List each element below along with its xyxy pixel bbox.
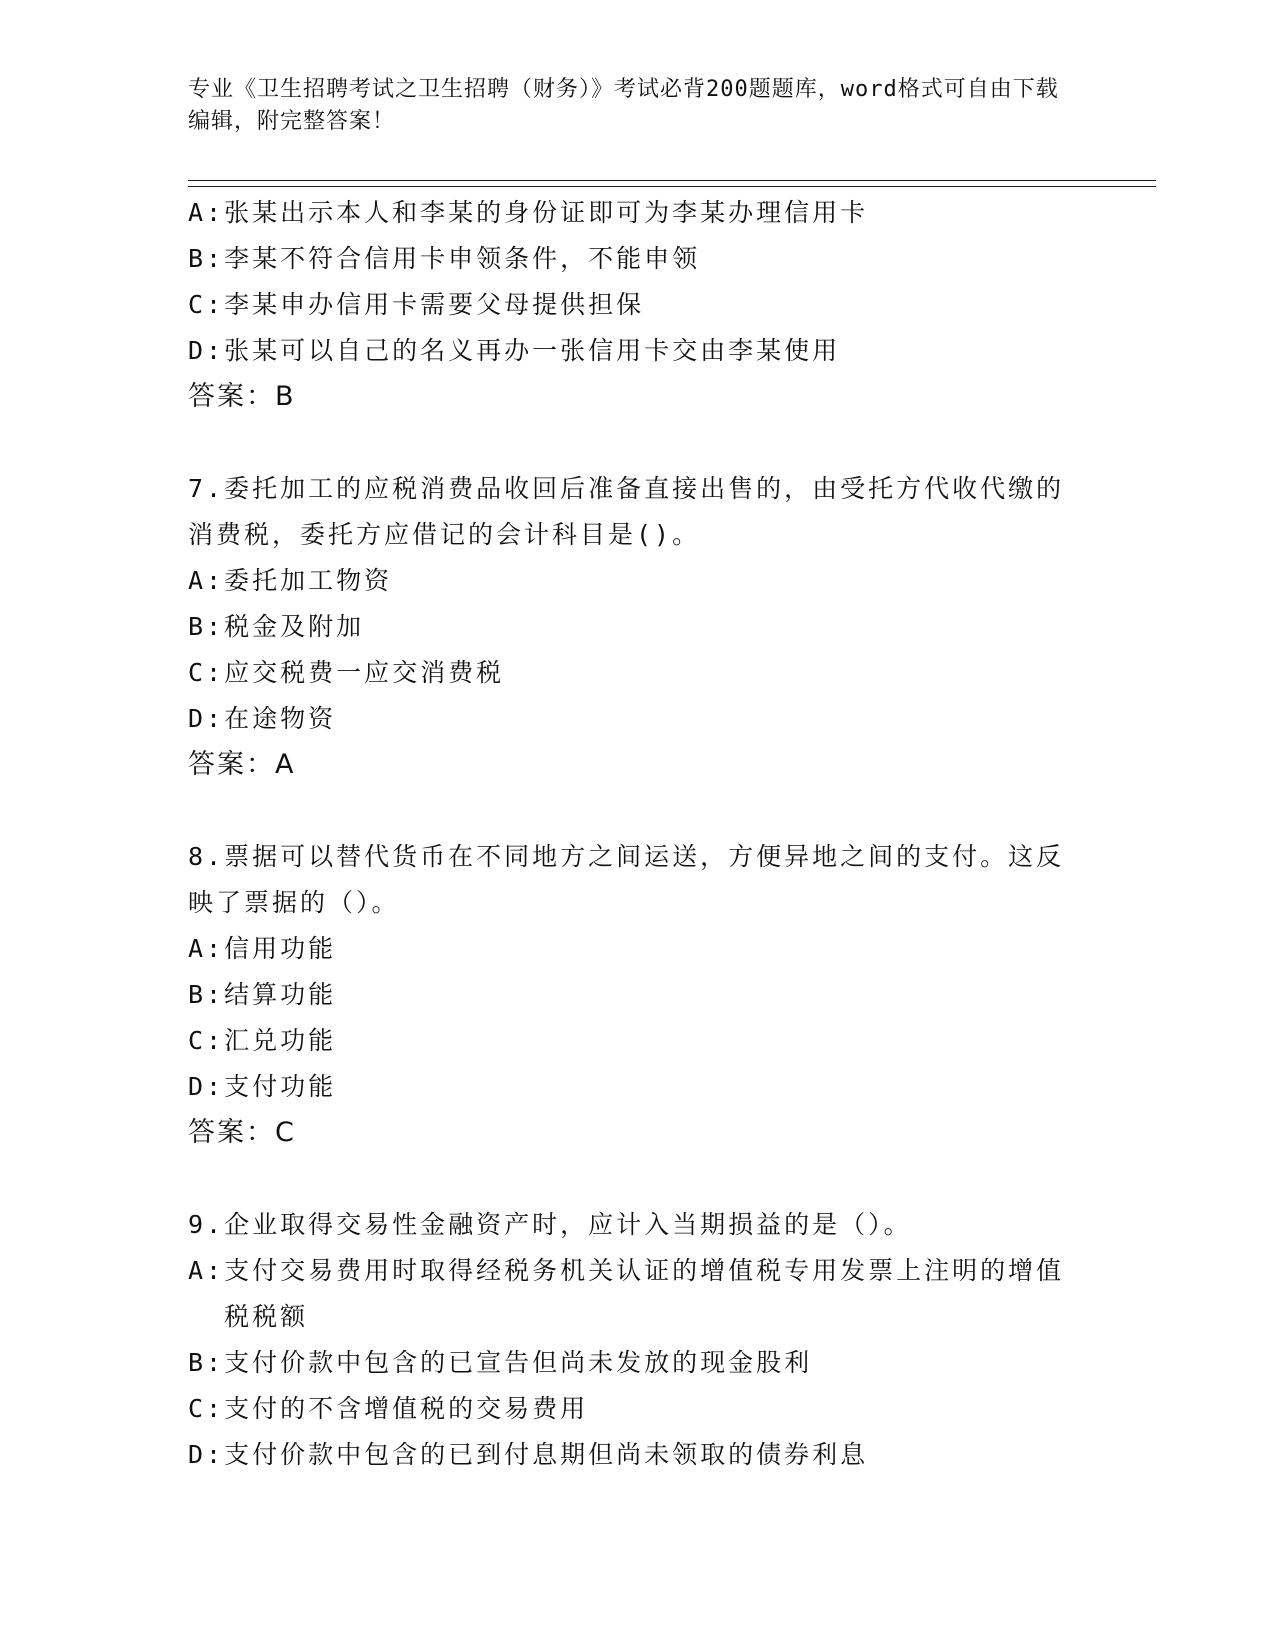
option-c xyxy=(188,282,1088,328)
option-letter: D: xyxy=(188,336,225,365)
option-text: 信用功能 xyxy=(224,934,337,963)
option-text: 在途物资 xyxy=(224,704,337,733)
option-text: 委托加工物资 xyxy=(224,566,393,595)
question-9 xyxy=(188,1202,1088,1478)
header-divider-bottom xyxy=(188,186,1156,187)
option-text: 支付交易费用时取得经税务机关认证的增值税专用发票上注明的增值税税额 xyxy=(224,1256,1065,1331)
option-letter: B: xyxy=(188,244,225,273)
option-text: 李某不符合信用卡申领条件，不能申领 xyxy=(224,244,701,273)
option-text: 税金及附加 xyxy=(224,612,365,641)
option-letter: C: xyxy=(188,1394,225,1423)
option-a xyxy=(188,1248,1088,1340)
option-text: 张某出示本人和李某的身份证即可为李某办理信用卡 xyxy=(224,198,869,227)
option-d xyxy=(188,1432,1088,1478)
option-text: 李某申办信用卡需要父母提供担保 xyxy=(224,290,645,319)
question-stem: 8.票据可以替代货币在不同地方之间运送，方便异地之间的支付。这反映了票据的（）。 xyxy=(188,842,1065,917)
answer-line: 答案：C xyxy=(188,1117,296,1148)
option-text: 汇兑功能 xyxy=(224,1026,337,1055)
option-text: 支付价款中包含的已到付息期但尚未领取的债券利息 xyxy=(224,1440,869,1469)
question-8 xyxy=(188,834,1088,1156)
option-letter: B: xyxy=(188,980,225,1009)
option-b xyxy=(188,972,1088,1018)
answer-line: 答案：A xyxy=(188,749,296,780)
option-text: 结算功能 xyxy=(224,980,337,1009)
option-letter: A: xyxy=(188,566,225,595)
option-letter: B: xyxy=(188,1348,225,1377)
question-stem: 9.企业取得交易性金融资产时，应计入当期损益的是（）。 xyxy=(188,1210,912,1239)
option-text: 张某可以自己的名义再办一张信用卡交由李某使用 xyxy=(224,336,841,365)
header-divider-top xyxy=(188,180,1156,181)
option-letter: A: xyxy=(188,1256,225,1285)
option-c xyxy=(188,1018,1088,1064)
option-c xyxy=(188,650,1088,696)
question-7 xyxy=(188,466,1088,788)
option-letter: D: xyxy=(188,1440,225,1469)
question-content xyxy=(188,190,1088,1478)
option-d xyxy=(188,328,1088,374)
option-b xyxy=(188,604,1088,650)
option-b xyxy=(188,1340,1088,1386)
option-b xyxy=(188,236,1088,282)
option-d xyxy=(188,1064,1088,1110)
option-text: 支付价款中包含的已宣告但尚未发放的现金股利 xyxy=(224,1348,813,1377)
option-a xyxy=(188,926,1088,972)
option-letter: B: xyxy=(188,612,225,641)
option-d xyxy=(188,696,1088,742)
answer-line: 答案：B xyxy=(188,381,296,412)
option-letter: D: xyxy=(188,1072,225,1101)
option-a xyxy=(188,190,1088,236)
option-letter: C: xyxy=(188,290,225,319)
option-a xyxy=(188,558,1088,604)
option-c xyxy=(188,1386,1088,1432)
option-letter: A: xyxy=(188,198,225,227)
option-text: 支付的不含增值税的交易费用 xyxy=(224,1394,589,1423)
option-text: 应交税费一应交消费税 xyxy=(224,658,505,687)
question-stem: 7.委托加工的应税消费品收回后准备直接出售的，由受托方代收代缴的消费税，委托方应借记的会计科目是()。 xyxy=(188,474,1065,549)
option-letter: A: xyxy=(188,934,225,963)
question-6-partial xyxy=(188,190,1088,420)
option-text: 支付功能 xyxy=(224,1072,337,1101)
option-letter: C: xyxy=(188,658,225,687)
document-header: 专业《卫生招聘考试之卫生招聘（财务）》考试必背200题题库，word格式可自由下载编辑，附完整答案！ xyxy=(188,77,1059,134)
option-letter: D: xyxy=(188,704,225,733)
option-letter: C: xyxy=(188,1026,225,1055)
